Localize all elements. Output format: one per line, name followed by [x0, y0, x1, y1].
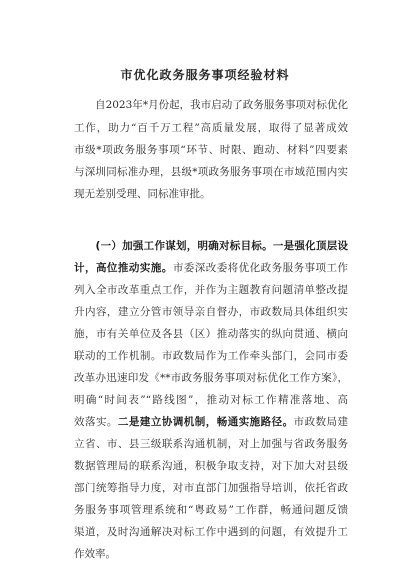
text-line — [74, 390, 348, 410]
body-text: 联动的工作机制。市政数局作为工作牵头部门，会同市委 — [74, 350, 348, 362]
text-line — [74, 118, 348, 138]
body-text: 与深圳同标准办理，县级*项政务服务事项在市域范围内实 — [74, 166, 348, 178]
text-line — [74, 434, 348, 454]
text-line — [74, 184, 348, 204]
text-line — [74, 456, 348, 476]
body-text: 务服务事项管理系统和“粤政易”工作群，畅通问题反馈 — [74, 504, 348, 516]
bold-heading-text: 二是建立协调机制，畅通实施路径。 — [117, 416, 294, 428]
bold-heading-text: (一）加强工作谋划，明确对标目标。一是强化顶层设 — [74, 240, 348, 252]
body-text: 作效率。 — [74, 548, 116, 560]
text-line — [74, 302, 348, 322]
body-text: 立省、市、县三级联系沟通机制，对上加强与省政务服务 — [74, 438, 348, 450]
text-line — [74, 522, 348, 542]
text-line — [74, 412, 348, 432]
text-line — [74, 368, 348, 388]
body-text: 升内容，建立分管市领导亲自督办，市政数局具体组织实 — [74, 306, 348, 318]
body-text: 市政数局建 — [293, 416, 348, 428]
text-line — [74, 258, 348, 278]
body-text: 工作，助力“百千万工程”高质量发展，取得了显著成效 — [74, 122, 348, 134]
body-text: 效落实。 — [74, 416, 118, 428]
text-line — [74, 544, 348, 564]
text-line — [74, 478, 348, 498]
text-line — [74, 500, 348, 520]
body-text: 市委深改委将优化政务服务事项工作 — [172, 262, 348, 274]
text-line — [74, 95, 348, 115]
body-text: 明确“时间表”“路线图”，推动对标工作精准落地、高 — [74, 394, 348, 406]
body-text: 自2023年*月份起，我市启动了政务服务事项对标优化 — [74, 99, 348, 111]
text-line — [74, 324, 348, 344]
body-text: 市级*项政务服务事项“环节、时限、跑动、材料”四要素 — [74, 144, 348, 156]
body-text: 渠道，及时沟通解决对标工作中遇到的问题，有效提升工 — [74, 526, 348, 538]
text-line — [74, 346, 348, 366]
text-line — [74, 236, 348, 256]
document-title: 市优化政务服务事项经验材料 — [120, 68, 290, 82]
body-text: 数据管理局的联系沟通，积极争取支持，对下加大对县级 — [74, 460, 348, 472]
body-text: 现无差别受理、同标准审批。 — [74, 188, 211, 200]
body-text: 列入全市改革重点工作，并作为主题教育问题清单整改提 — [74, 284, 348, 296]
text-line — [74, 140, 348, 160]
body-text: 改革办迅速印发《**市政务服务事项对标优化工作方案》， — [74, 372, 348, 384]
bold-heading-text: 计，高位推动实施。 — [74, 262, 173, 274]
body-text: 施，市有关单位及各县（区）推动落实的纵向贯通、横向 — [74, 328, 348, 340]
text-line — [74, 280, 348, 300]
body-text: 部门统筹指导力度，对市直部门加强指导培训，依托省政 — [74, 482, 348, 494]
text-line — [74, 162, 348, 182]
